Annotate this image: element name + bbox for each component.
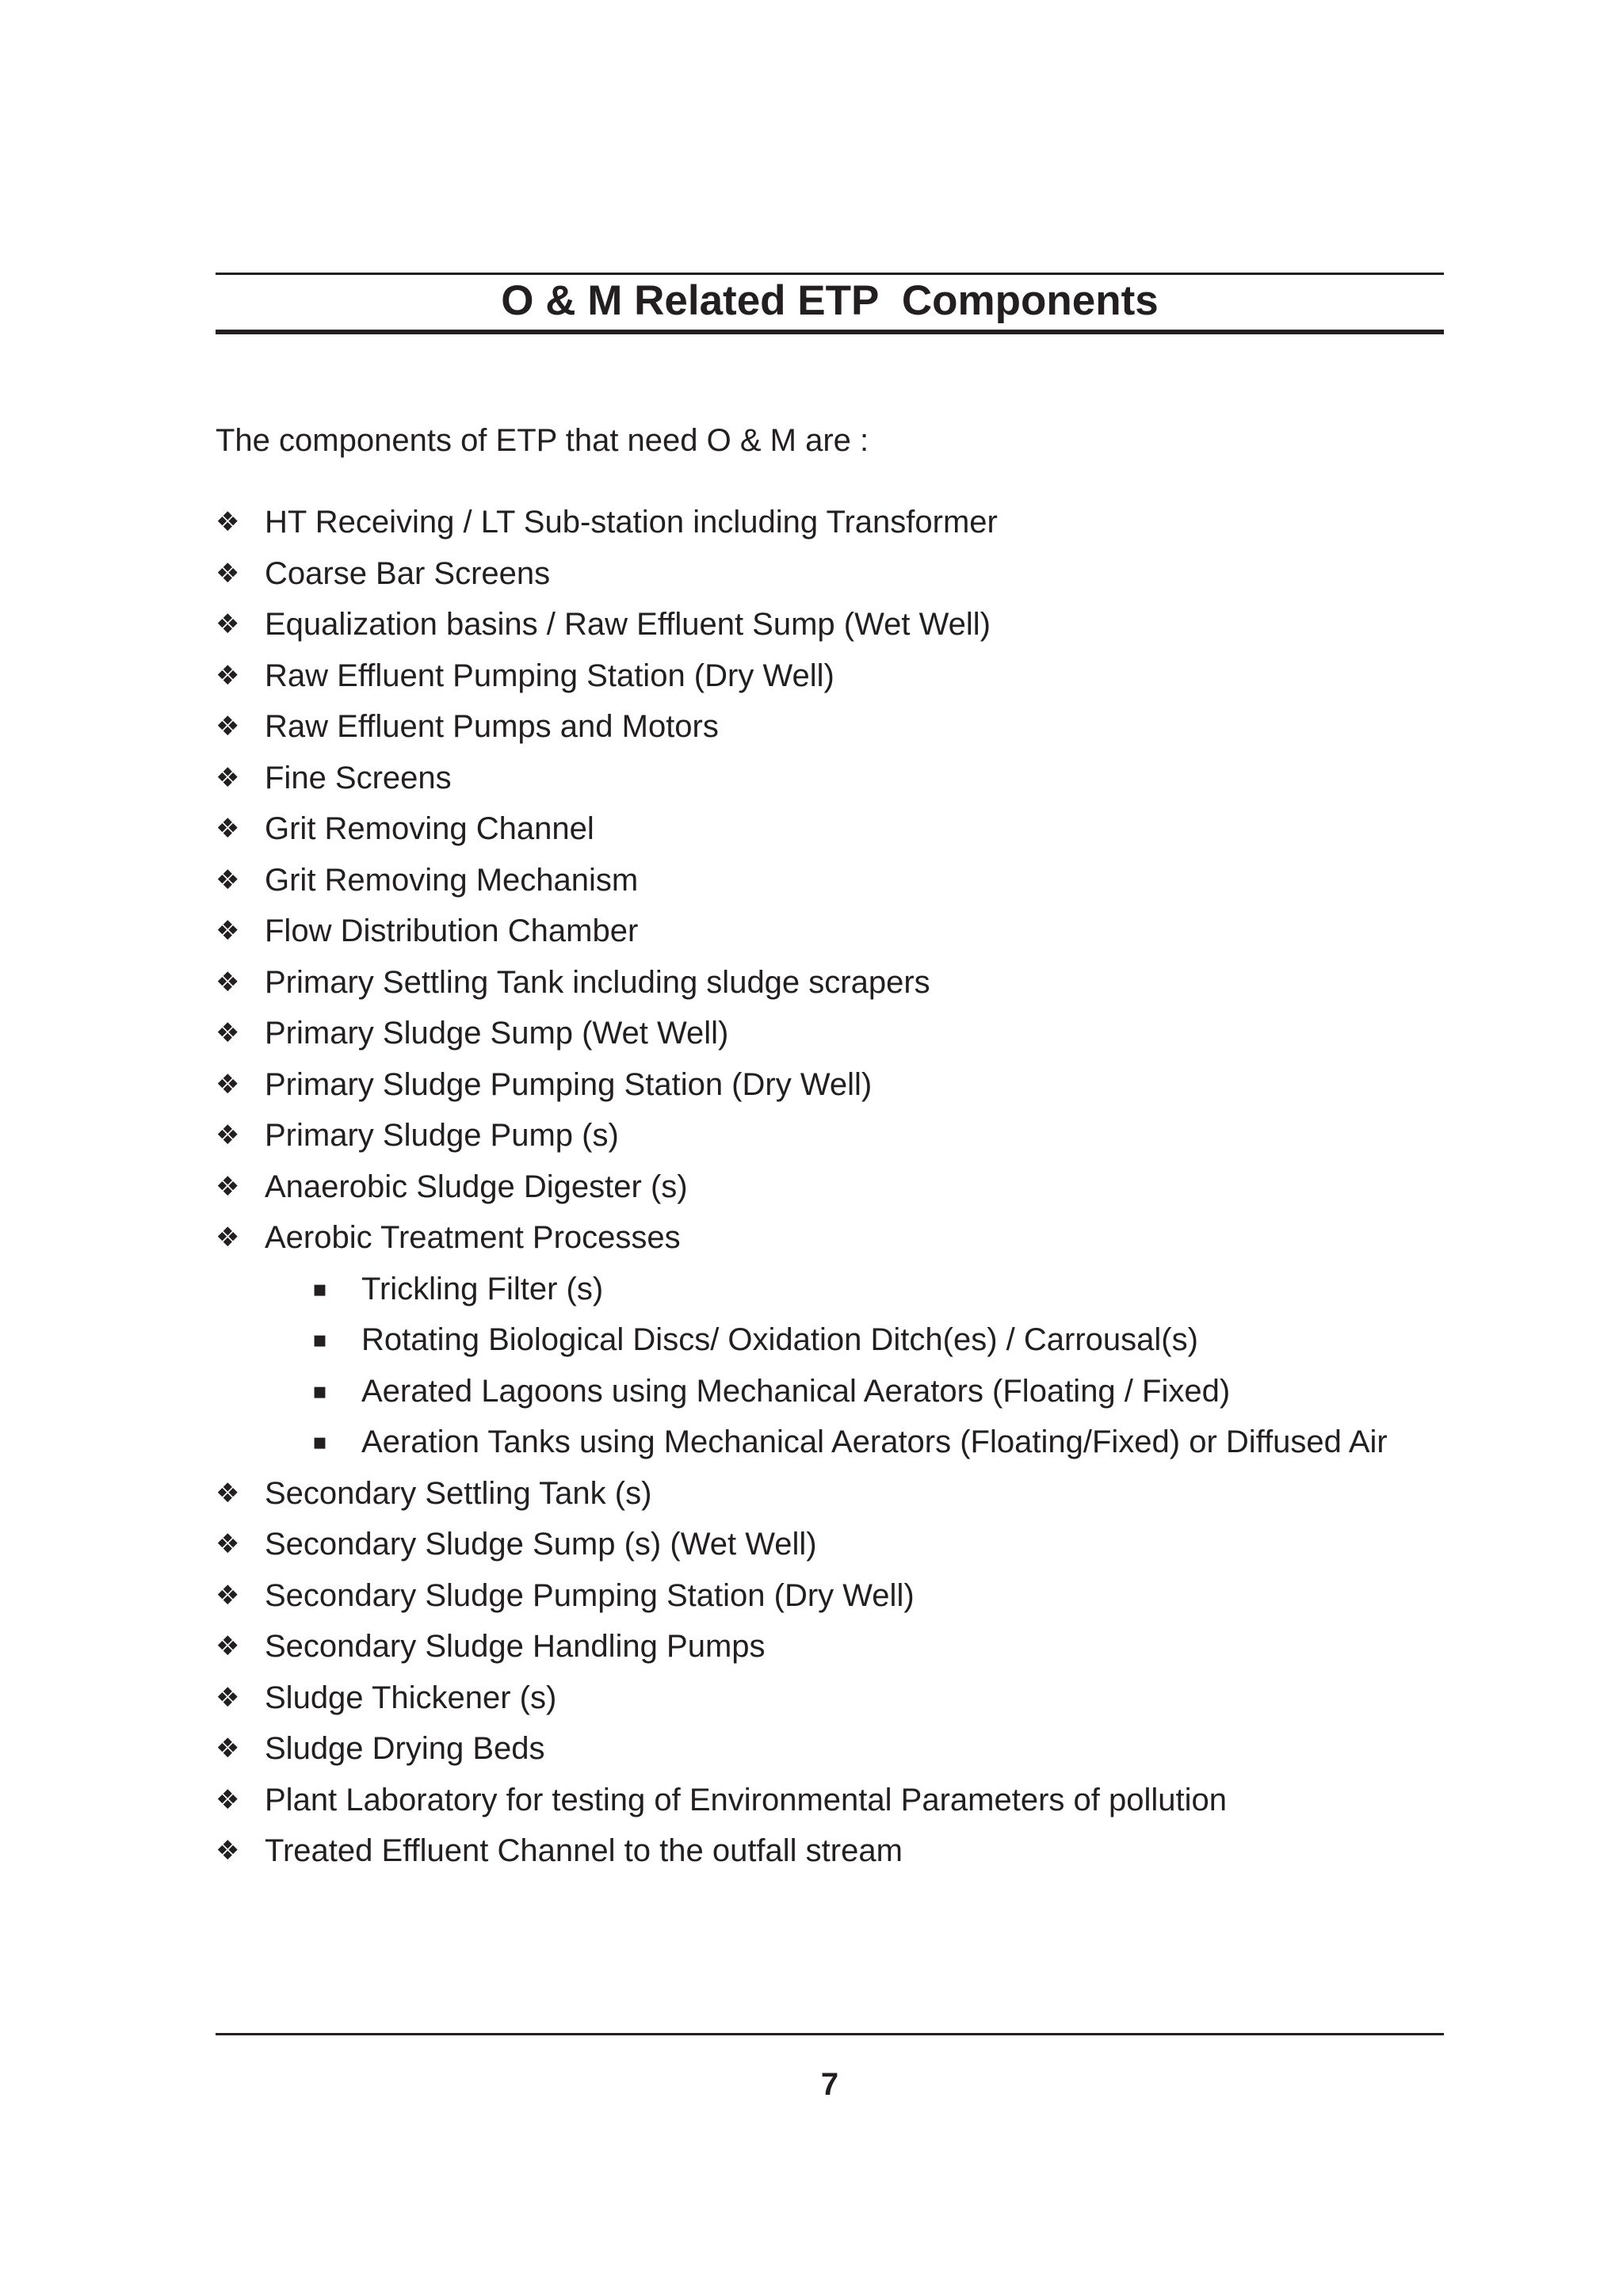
list-item-text: Raw Effluent Pumps and Motors <box>265 709 719 744</box>
list-item <box>216 1161 1388 1213</box>
list-item <box>216 957 1388 1009</box>
diamond-bullet-icon: ❖ <box>216 1119 240 1151</box>
list-item-text: Secondary Sludge Handling Pumps <box>265 1629 766 1664</box>
diamond-bullet-icon: ❖ <box>216 915 240 947</box>
diamond-bullet-icon: ❖ <box>216 1477 240 1509</box>
list-item-text: Grit Removing Channel <box>265 811 594 846</box>
list-item <box>216 650 1388 702</box>
list-item <box>216 906 1388 957</box>
list-item <box>216 548 1388 600</box>
list-item-text: Treated Effluent Channel to the outfall stream <box>265 1833 903 1868</box>
list-item <box>216 497 1388 548</box>
title-bottom-rule <box>216 330 1444 334</box>
list-item <box>216 701 1388 753</box>
list-item-text: Equalization basins / Raw Effluent Sump (Wet Well) <box>265 607 991 642</box>
diamond-bullet-icon: ❖ <box>216 1733 240 1764</box>
list-item-text: Rotating Biological Discs/ Oxidation Ditch(es) / Carrousal(s) <box>361 1322 1198 1357</box>
diamond-bullet-icon: ❖ <box>216 1783 240 1816</box>
list-item-text: Raw Effluent Pumping Station (Dry Well) <box>265 658 834 693</box>
list-item <box>216 1468 1388 1520</box>
diamond-bullet-icon: ❖ <box>216 1681 240 1714</box>
list-item <box>216 1519 1388 1570</box>
list-item-text: Sludge Thickener (s) <box>265 1680 557 1715</box>
list-item <box>216 1672 1388 1724</box>
list-item-text: Secondary Sludge Sump (s) (Wet Well) <box>265 1527 817 1562</box>
page-title: O & M Related ETP Components <box>501 277 1159 324</box>
square-bullet-icon: ▪ <box>312 1428 327 1455</box>
list-item-text: Trickling Filter (s) <box>361 1271 604 1306</box>
square-bullet-icon: ▪ <box>312 1326 327 1352</box>
footer-rule <box>216 2033 1444 2035</box>
list-item-text: Aeration Tanks using Mechanical Aerators (Floating/Fixed) or Diffused Air <box>361 1425 1388 1459</box>
diamond-bullet-icon: ❖ <box>216 1630 240 1662</box>
diamond-bullet-icon: ❖ <box>216 1222 240 1253</box>
list-item-text: Secondary Settling Tank (s) <box>265 1475 652 1511</box>
list-item <box>216 1825 1388 1877</box>
list-item-text: Fine Screens <box>265 760 452 795</box>
list-item <box>216 1059 1388 1111</box>
diamond-bullet-icon: ❖ <box>216 557 240 589</box>
list-item <box>216 753 1388 804</box>
sub-list-item <box>216 1314 1388 1366</box>
list-item-text: HT Receiving / LT Sub-station including Transformer <box>265 505 998 540</box>
diamond-bullet-icon: ❖ <box>216 1835 240 1867</box>
diamond-bullet-icon: ❖ <box>216 1170 240 1203</box>
list-item-text: Primary Sludge Sump (Wet Well) <box>265 1016 729 1051</box>
intro-text: The components of ETP that need O & M are : <box>216 423 869 458</box>
component-list <box>216 497 1388 1877</box>
list-item <box>216 1212 1388 1264</box>
diamond-bullet-icon: ❖ <box>216 608 240 640</box>
list-item-text: Anaerobic Sludge Digester (s) <box>265 1169 688 1204</box>
list-item-text: Aerated Lagoons using Mechanical Aerators (Floating / Fixed) <box>361 1373 1231 1409</box>
diamond-bullet-icon: ❖ <box>216 1017 240 1049</box>
list-item <box>216 1570 1388 1622</box>
list-item-text: Coarse Bar Screens <box>265 555 551 591</box>
list-item-text: Primary Sludge Pump (s) <box>265 1118 619 1153</box>
list-item-text: Flow Distribution Chamber <box>265 913 639 948</box>
list-item-text: Primary Settling Tank including sludge scrapers <box>265 964 930 1000</box>
square-bullet-icon: ▪ <box>312 1275 327 1302</box>
sub-list-item <box>216 1366 1388 1417</box>
list-item-text: Plant Laboratory for testing of Environmental Parameters of pollution <box>265 1782 1227 1817</box>
diamond-bullet-icon: ❖ <box>216 506 240 538</box>
diamond-bullet-icon: ❖ <box>216 813 240 845</box>
list-item <box>216 1110 1388 1161</box>
list-item-text: Primary Sludge Pumping Station (Dry Well) <box>265 1066 873 1102</box>
list-item-text: Grit Removing Mechanism <box>265 862 639 898</box>
diamond-bullet-icon: ❖ <box>216 711 240 742</box>
diamond-bullet-icon: ❖ <box>216 966 240 998</box>
square-bullet-icon: ▪ <box>312 1377 327 1404</box>
list-item-text: Aerobic Treatment Processes <box>265 1220 681 1255</box>
sub-list-item <box>216 1417 1388 1468</box>
sub-list-item <box>216 1264 1388 1315</box>
list-item <box>216 1621 1388 1672</box>
diamond-bullet-icon: ❖ <box>216 1068 240 1100</box>
list-item <box>216 1723 1388 1775</box>
list-item-text: Sludge Drying Beds <box>265 1731 545 1766</box>
list-item <box>216 855 1388 906</box>
list-item <box>216 1008 1388 1059</box>
list-item <box>216 599 1388 650</box>
list-item <box>216 803 1388 855</box>
list-item-text: Secondary Sludge Pumping Station (Dry Well) <box>265 1577 915 1613</box>
list-item <box>216 1775 1388 1826</box>
diamond-bullet-icon: ❖ <box>216 864 240 896</box>
page-number: 7 <box>820 2067 839 2102</box>
diamond-bullet-icon: ❖ <box>216 1528 240 1560</box>
diamond-bullet-icon: ❖ <box>216 1579 240 1611</box>
diamond-bullet-icon: ❖ <box>216 761 240 794</box>
diamond-bullet-icon: ❖ <box>216 659 240 692</box>
